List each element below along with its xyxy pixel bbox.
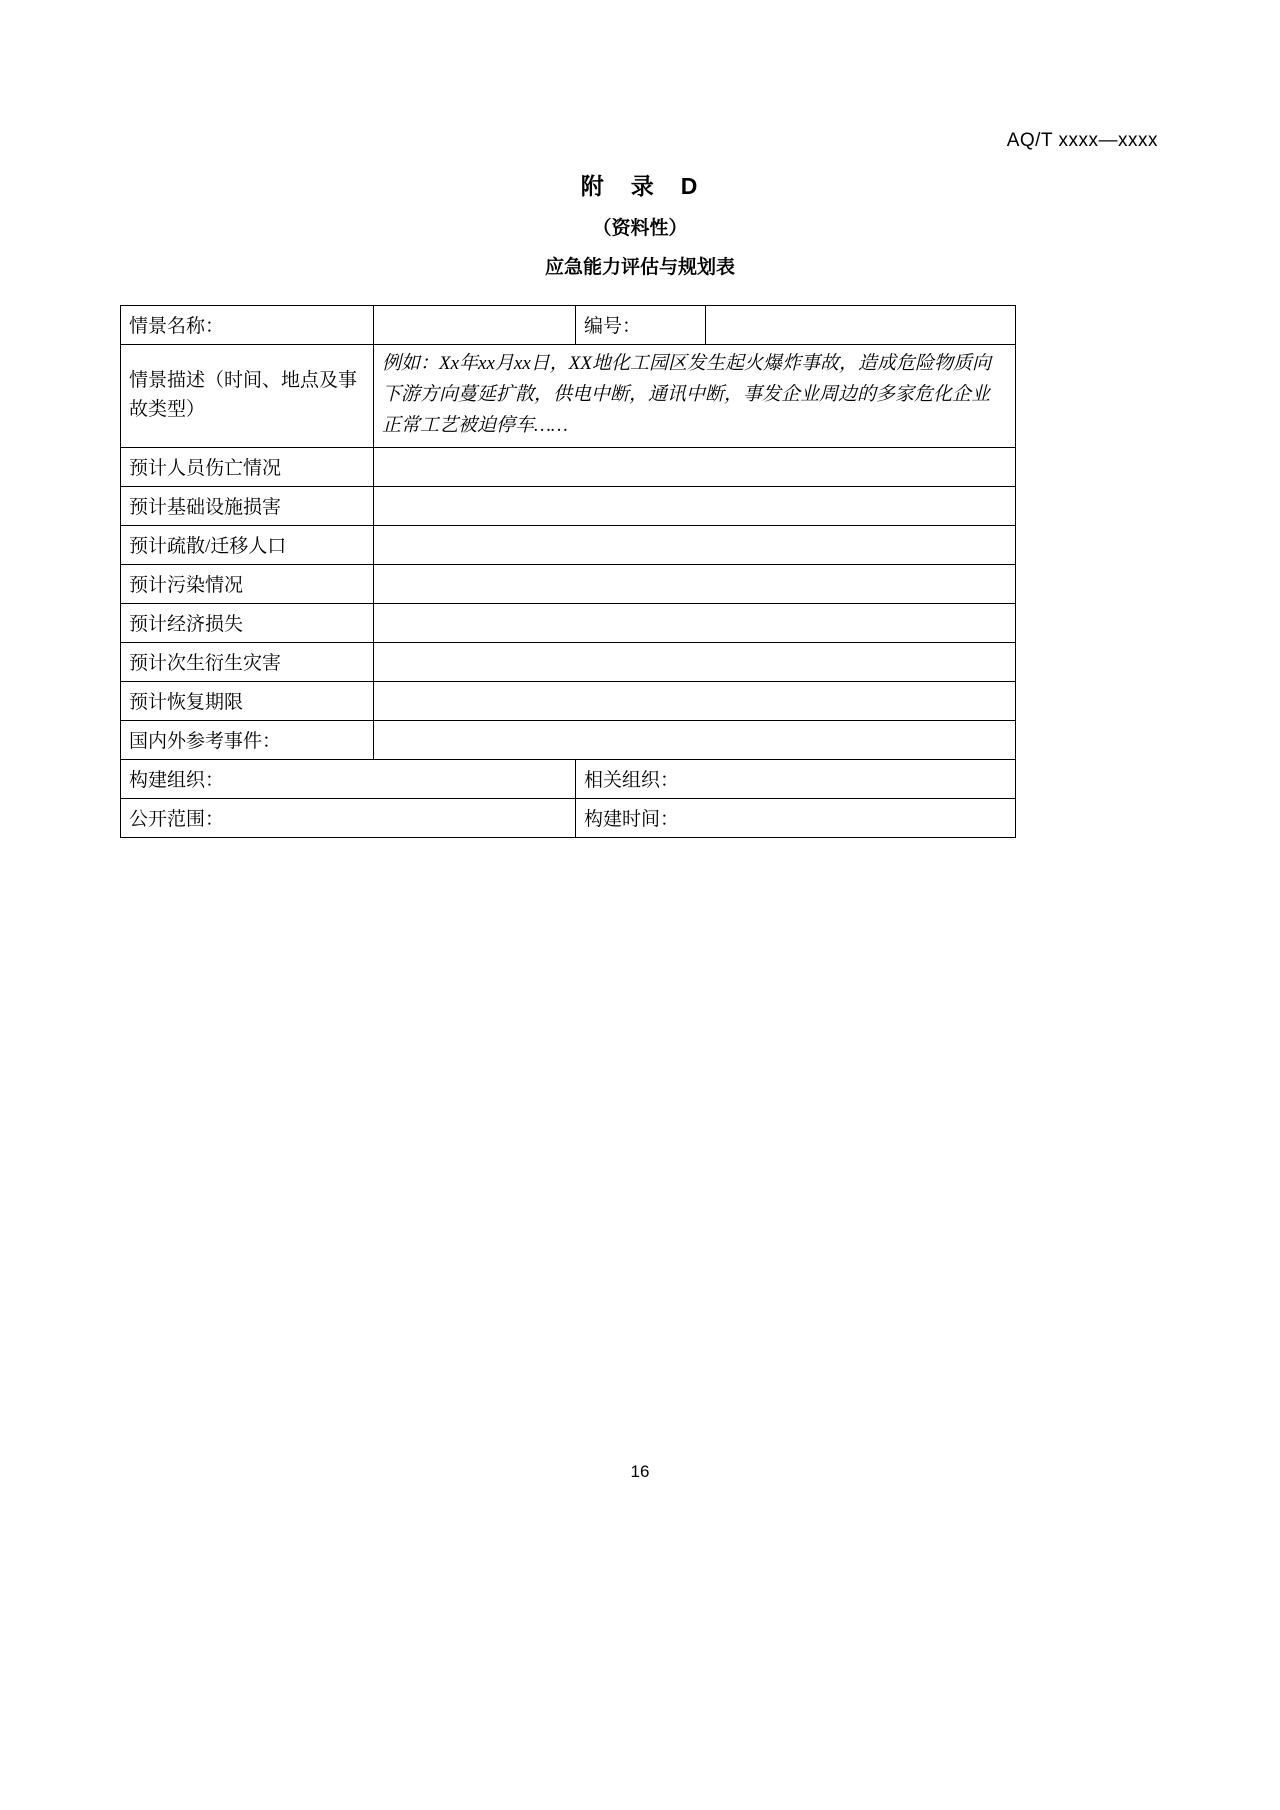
appendix-title: 附 录 D bbox=[580, 173, 700, 199]
table-row bbox=[121, 487, 1016, 526]
building-time-label: 构建时间： bbox=[576, 799, 1016, 838]
table-row bbox=[121, 799, 1016, 838]
table-row bbox=[121, 721, 1016, 760]
table-row bbox=[121, 306, 1016, 345]
reference-events-label: 国内外参考事件： bbox=[121, 721, 374, 760]
table-row bbox=[121, 345, 1016, 448]
casualty-value[interactable] bbox=[374, 448, 1016, 487]
recovery-period-label: 预计恢复期限 bbox=[121, 682, 374, 721]
public-scope-label: 公开范围： bbox=[121, 799, 576, 838]
pollution-label: 预计污染情况 bbox=[121, 565, 374, 604]
appendix-nature: （资料性） bbox=[592, 218, 688, 239]
economic-loss-value[interactable] bbox=[374, 604, 1016, 643]
table-row bbox=[121, 448, 1016, 487]
table-row bbox=[121, 760, 1016, 799]
secondary-disaster-label: 预计次生衍生灾害 bbox=[121, 643, 374, 682]
reference-events-value[interactable] bbox=[374, 721, 1016, 760]
description-label: 情景描述（时间、地点及事故类型） bbox=[121, 345, 374, 448]
economic-loss-label: 预计经济损失 bbox=[121, 604, 374, 643]
building-organization-label: 构建组织： bbox=[121, 760, 576, 799]
infrastructure-damage-label: 预计基础设施损害 bbox=[121, 487, 374, 526]
related-organization-label: 相关组织： bbox=[576, 760, 1016, 799]
number-label: 编号： bbox=[576, 306, 706, 345]
standard-code-header: AQ/T xxxx—xxxx bbox=[1006, 130, 1158, 151]
table-row bbox=[121, 565, 1016, 604]
pollution-value[interactable] bbox=[374, 565, 1016, 604]
infrastructure-damage-value[interactable] bbox=[374, 487, 1016, 526]
emergency-capability-form bbox=[120, 305, 1016, 838]
page-number: 16 bbox=[630, 1462, 650, 1481]
table-row bbox=[121, 526, 1016, 565]
evacuation-population-value[interactable] bbox=[374, 526, 1016, 565]
description-value[interactable]: 例如：Xx年xx月xx日，XX地化工园区发生起火爆炸事故，造成危险物质向下游方向蔓延扩散，供电中断，通讯中断，事发企业周边的多家危化企业正常工艺被迫停车…… bbox=[374, 345, 1016, 448]
table-row bbox=[121, 643, 1016, 682]
secondary-disaster-value[interactable] bbox=[374, 643, 1016, 682]
evacuation-population-label: 预计疏散/迁移人口 bbox=[121, 526, 374, 565]
recovery-period-value[interactable] bbox=[374, 682, 1016, 721]
table-row bbox=[121, 682, 1016, 721]
casualty-label: 预计人员伤亡情况 bbox=[121, 448, 374, 487]
page-title: 应急能力评估与规划表 bbox=[544, 257, 735, 278]
title-block bbox=[0, 168, 1280, 279]
table-row bbox=[121, 604, 1016, 643]
number-value[interactable] bbox=[706, 306, 1016, 345]
scene-name-label: 情景名称： bbox=[121, 306, 374, 345]
scene-name-value[interactable] bbox=[374, 306, 576, 345]
